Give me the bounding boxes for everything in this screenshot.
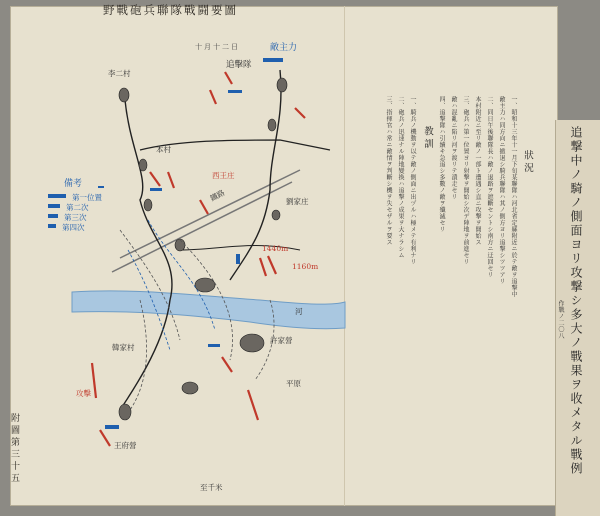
map-title: 野戰砲兵聯隊戰闘要圖 — [103, 3, 238, 17]
body-line: 敵ハ混亂ニ陷リ河ヲ渡リテ潰走セリ — [450, 96, 457, 200]
body-line: 本村附近ニ至リ敵ノ一部ト遭遇シ直ニ攻撃ヲ開始ス — [474, 96, 481, 246]
page-ref: 作戰ノ二〇八 — [557, 300, 564, 339]
river-band — [72, 291, 345, 329]
legend-item-3: 第三次 — [64, 213, 87, 222]
body-line: 一、昭和十三年十一月下旬某聯隊ハ河北省定縣附近ニ於テ敵ヲ追撃中 — [510, 96, 517, 298]
label-enemy-main: 敵主力 — [270, 43, 298, 53]
map-date: 十月十二日 — [195, 43, 240, 51]
label-village-1: 本村 — [156, 145, 171, 154]
section-status: 狀況 — [522, 150, 533, 175]
body-line: 三、指揮官ハ常ニ敵情ヲ判斷シ機ヲ失セザルヲ要ス — [385, 96, 392, 246]
body-line: 四、追撃隊ハ引續キ急追シ多數ノ敵ヲ殲滅セリ — [438, 96, 445, 233]
label-place-d: 韓家村 — [112, 343, 135, 352]
label-road: 鐵路 — [208, 188, 227, 203]
body-line: 二、砲兵ノ迅速ナル陣地變換ハ追撃ノ成果ヲ大ナラシム — [397, 96, 404, 259]
label-attack: 攻擊 — [76, 389, 91, 398]
label-place-a: 西王庄 — [212, 171, 235, 180]
label-place-b: 劉家庄 — [286, 197, 309, 206]
label-river: 河 — [295, 307, 303, 316]
body-line: 二、同日午後聯隊長ハ敵ノ退路ヲ遮斷セントシ南方ニ迂回セリ — [486, 96, 493, 278]
article-title: 追撃中ノ騎ノ側面ヨリ攻撃シ多大ノ戰果ヲ收メタル戰例 — [569, 126, 583, 476]
section-lessons: 教訓 — [422, 126, 433, 151]
label-plain: 平原 — [286, 379, 301, 388]
legend-item-1: 第一位置 — [72, 193, 102, 202]
legend-item-2: 第二次 — [66, 203, 89, 212]
friendly-units — [48, 58, 283, 429]
body-line: 敵主力ハ同方向ニ撤退シ騎兵聯隊ハ其ノ側方ヨリ追撃シツツアリ — [498, 96, 505, 285]
figure-caption: 附圖第三十五 — [9, 413, 19, 485]
label-scale: 至千米 — [200, 483, 223, 492]
section-gap — [420, 96, 434, 436]
label-distance-a: 1440m — [262, 244, 289, 253]
label-pursuit: 追擊隊 — [226, 60, 252, 70]
label-place-c: 許家營 — [270, 336, 293, 345]
label-place-e: 王府營 — [114, 441, 137, 450]
railway-line — [112, 170, 300, 272]
body-text-block — [368, 96, 518, 436]
label-distance-b: 1160m — [292, 262, 319, 271]
label-north-hill: 李二村 — [108, 69, 131, 78]
body-line: 三、砲兵ハ第一位置ヨリ射撃ヲ開始シ次デ陣地ヲ前進セリ — [462, 96, 469, 265]
body-line: 一、騎兵ノ機動ヲ以テ敵ノ側面ニ出ヅルハ極メテ有利ナリ — [409, 96, 416, 265]
legend-item-4: 第四次 — [62, 223, 85, 232]
legend-title: 備考 — [64, 179, 83, 189]
